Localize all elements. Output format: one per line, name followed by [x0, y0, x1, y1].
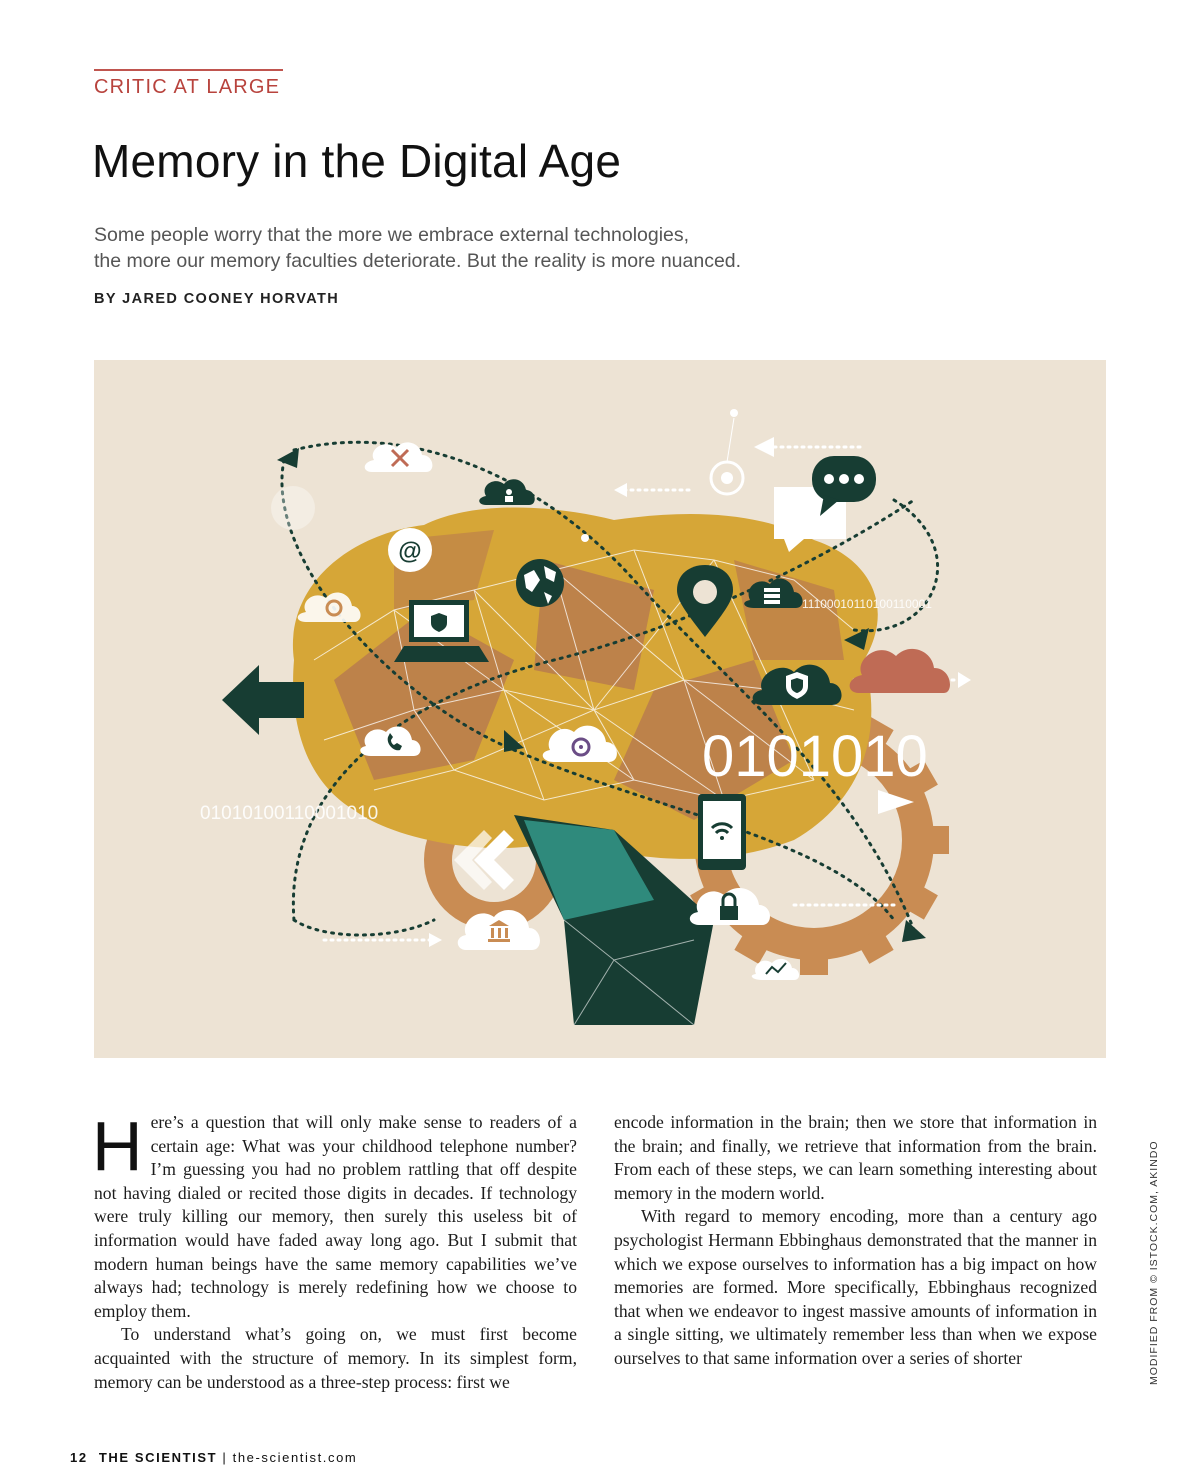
body-paragraph: encode information in the brain; then we store that information in the brain; and finally, we retrieve that information from the brain. From each of these steps, we can learn something interesting about memory in the modern world.: [614, 1112, 1097, 1203]
target-icon: [711, 409, 743, 494]
publication-name: THE SCIENTIST: [98, 1450, 218, 1465]
image-credit: MODIFIED FROM © ISTOCK.COM, AKINDO: [1148, 1140, 1160, 1385]
binary-large: 0101010: [702, 724, 928, 789]
section-label: CRITIC AT LARGE: [94, 76, 281, 98]
paragraph-text: ere’s a question that will only make sense to readers of a certain age: What was your childhood telephone number? I’m guessing you had no problem rattling that off despite not having dialed or recited those digits in decades. If technology were truly killing our memory, then surely this useless bit of information would have faded away long ago. But I submit that modern human beings have the same memory capabilities we’ve always had; technology is merely redefining how we choose to employ them.: [94, 1112, 577, 1321]
user-cloud-icon: [479, 479, 535, 505]
hatched-circle: [271, 486, 315, 530]
tools-icon: [365, 442, 433, 472]
arrow-head: [429, 933, 442, 947]
body-column-1: [92, 1107, 577, 1394]
drop-cap: H: [92, 1107, 143, 1185]
body-column-2: [614, 1111, 1097, 1371]
arrow-head: [958, 672, 971, 688]
section-rule: [94, 69, 283, 71]
body-paragraph: [92, 1107, 577, 1323]
orbit-arrow-2: [902, 920, 926, 942]
arrow-head: [614, 483, 627, 497]
smartphone-wifi-icon: [698, 794, 746, 870]
page-footer: [70, 1450, 357, 1465]
dek-line-2: the more our memory faculties deteriorate. But the reality is more nuanced.: [94, 250, 742, 272]
at-sign-icon: [388, 528, 432, 572]
arrow-head: [754, 437, 774, 457]
globe-icon: [516, 559, 564, 607]
article-title: Memory in the Digital Age: [92, 135, 622, 187]
brain-illustration: [94, 360, 1106, 1058]
binary-left: 01010100110001010: [200, 803, 379, 824]
speech-bubble-icon: [774, 456, 876, 552]
binary-right: 11100010110100110001: [802, 597, 932, 611]
byline: BY JARED COONEY HORVATH: [94, 291, 340, 307]
publication-url: the-scientist.com: [232, 1450, 358, 1465]
dot: [581, 534, 589, 542]
orbit-arrow-1: [277, 448, 299, 468]
dek-line-1: Some people worry that the more we embrace external technologies,: [94, 224, 690, 246]
arrow-left-icon: [222, 665, 304, 735]
page-number: 12: [70, 1450, 88, 1465]
article-dek: [94, 222, 914, 274]
body-paragraph: With regard to memory encoding, more than a century ago psychologist Hermann Ebbinghaus demonstrated that the manner in which we expose ourselves to information has a big impact on how memories are formed. More specifically, Ebbinghaus recognized that when we endeavor to ingest massive amounts of information in a single sitting, we ultimately remember less than when we expose ourselves to that same information over a series of shorter: [614, 1206, 1097, 1368]
footer-separator: |: [222, 1450, 228, 1465]
svg-text:@: @: [398, 538, 422, 565]
body-paragraph: To understand what’s going on, we must first become acquainted with the structure of memory. In its simplest form, memory can be understood as a three-step process: first we: [94, 1324, 577, 1392]
